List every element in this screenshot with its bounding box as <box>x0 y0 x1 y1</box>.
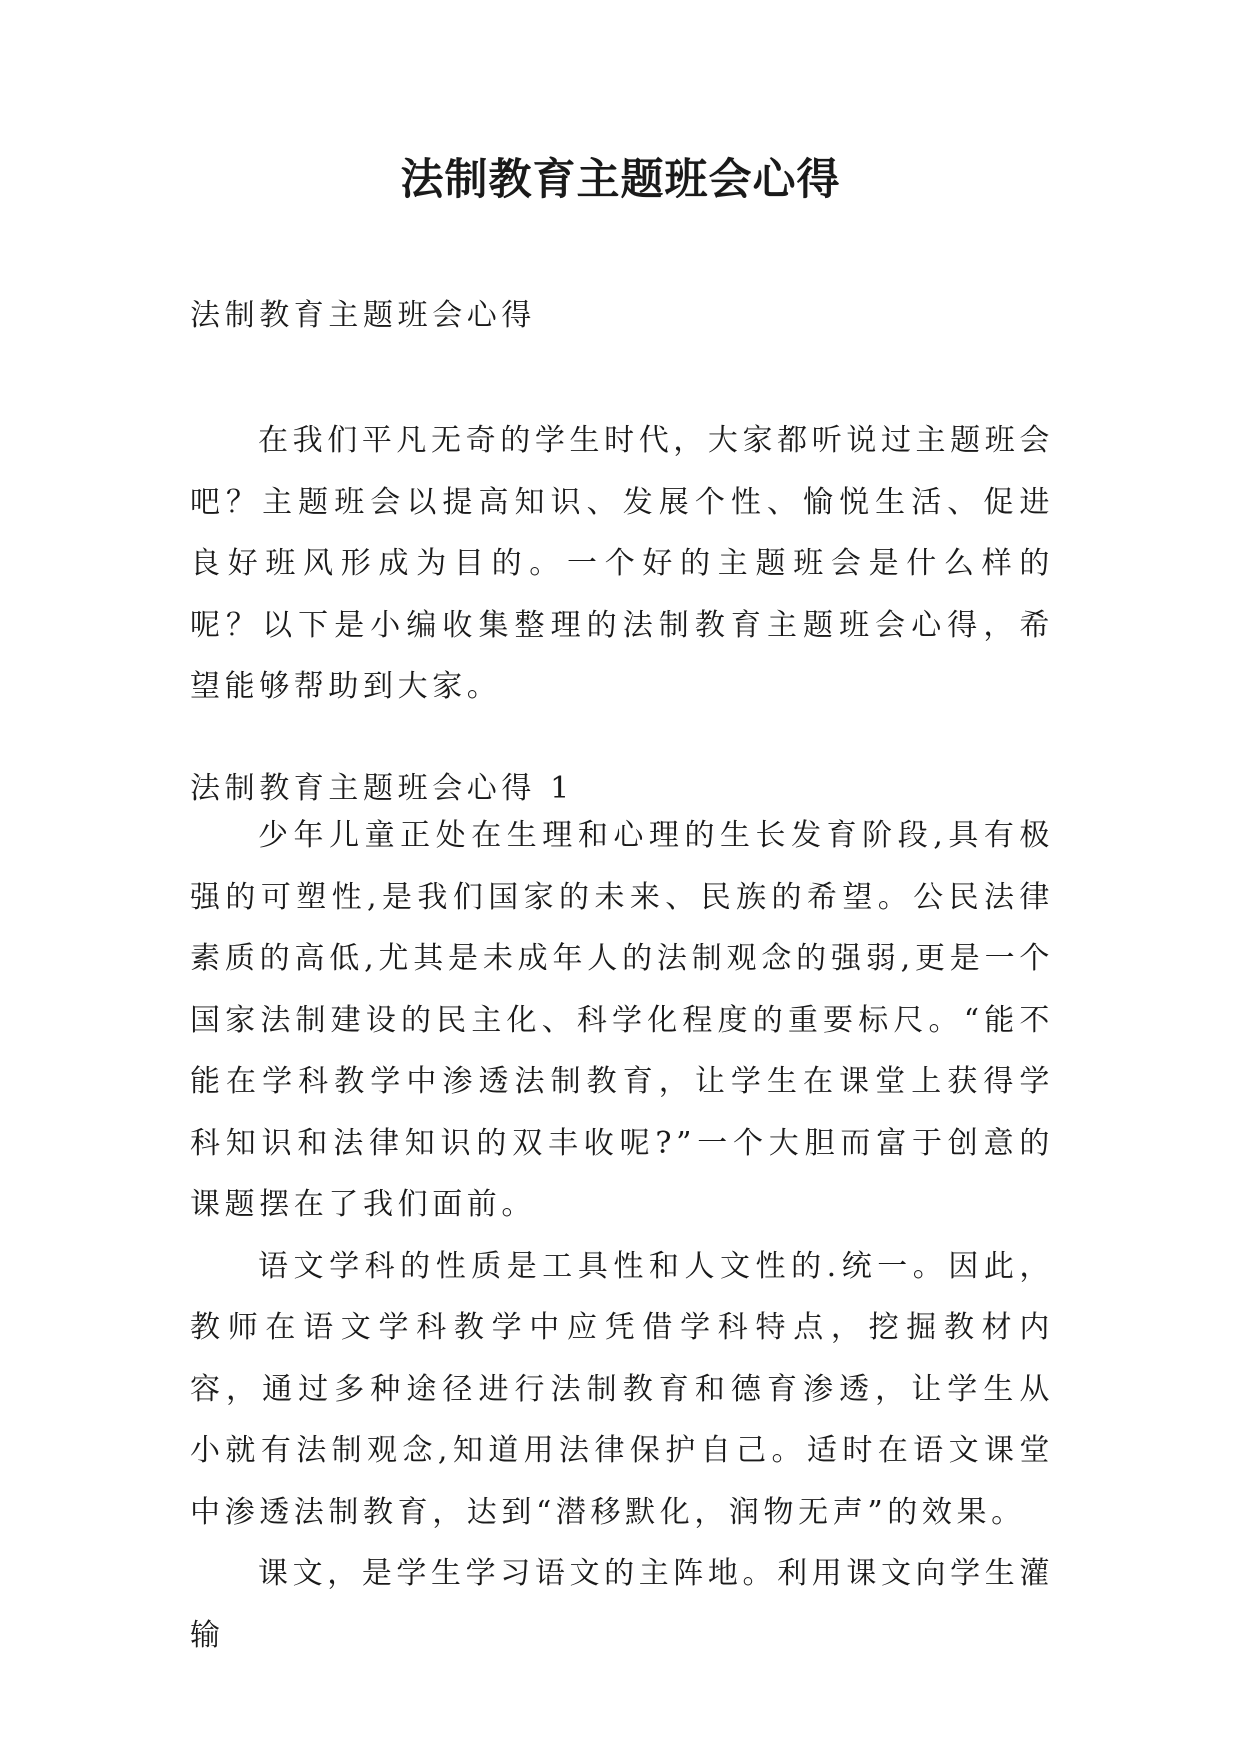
intro-heading: 法制教育主题班会心得 <box>190 298 536 333</box>
intro-paragraph: 在我们平凡无奇的学生时代，大家都听说过主题班会吧？主题班会以提高知识、发展个性、愉悦生活、促进良好班风形成为目的。一个好的主题班会是什么样的呢？以下是小编收集整理的法制教育主题班会心得，希望能够帮助到大家。 <box>190 423 1054 704</box>
body-paragraph: 少年儿童正处在生理和心理的生长发育阶段,具有极强的可塑性,是我们国家的未来、民族的希望。公民法律素质的高低,尤其是未成年人的法制观念的强弱,更是一个国家法制建设的民主化、科学化程度的重要标尺。“能不能在学科教学中渗透法制教育，让学生在课堂上获得学科知识和法律知识的双丰收呢?”一个大胆而富于创意的课题摆在了我们面前。 <box>190 818 1054 1222</box>
document-title: 法制教育主题班会心得 <box>400 155 841 205</box>
section-heading: 法制教育主题班会心得 1 <box>190 771 574 806</box>
section-body <box>190 805 1054 1666</box>
body-paragraph: 语文学科的性质是工具性和人文性的.统一。因此，教师在语文学科教学中应凭借学科特点，挖掘教材内容，通过多种途径进行法制教育和德育渗透，让学生从小就有法制观念,知道用法律保护自己。适时在语文课堂中渗透法制教育，达到“潜移默化，润物无声”的效果。 <box>190 1248 1054 1530</box>
body-paragraph: 课文，是学生学习语文的主阵地。利用课文向学生灌输 <box>190 1556 1054 1653</box>
